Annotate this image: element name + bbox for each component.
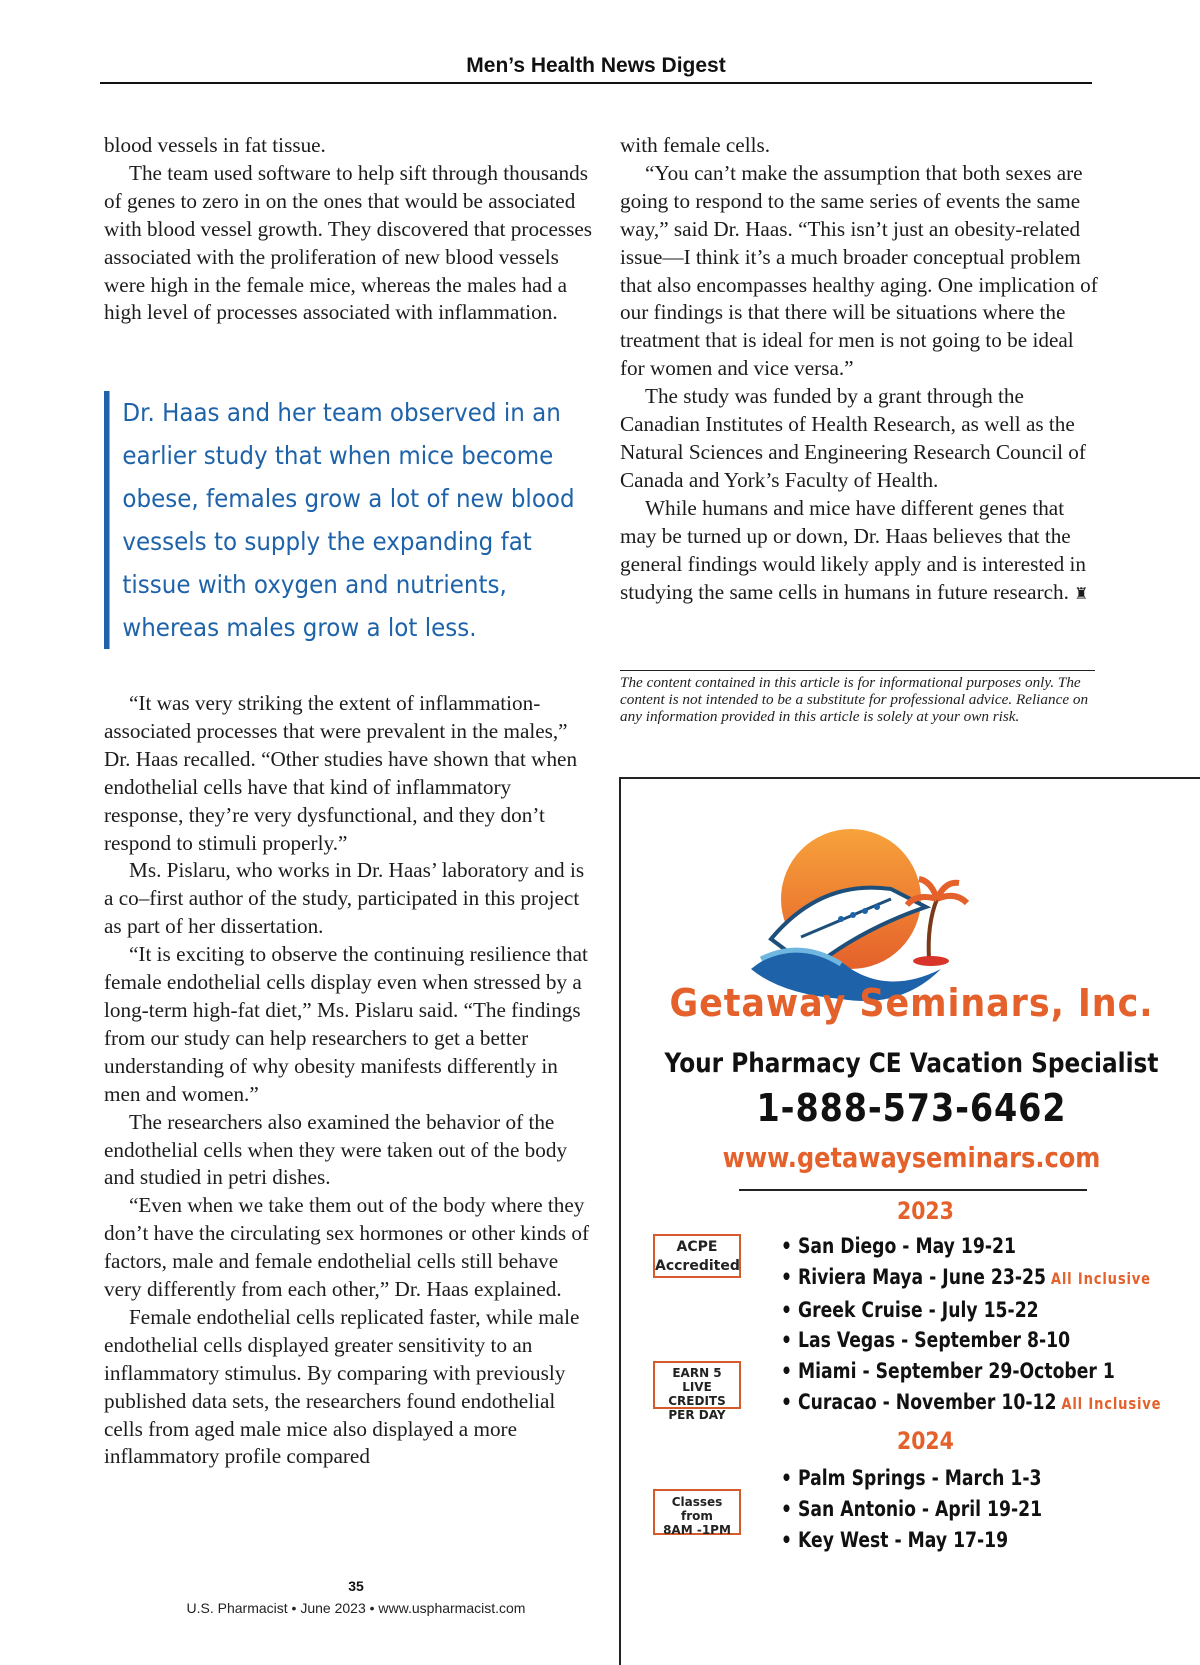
article-paragraph xyxy=(620,495,1100,608)
event-item xyxy=(781,1325,1161,1356)
article-paragraph: “It was very striking the extent of inflammation-associated processes that were prevalent in the males,” Dr. Haas recalled. “Other studies have shown that when endothelial cells have that kind of inflammatory response, they’re very dysfunctional, and they don’t respond to stimuli properly.” xyxy=(104,691,578,855)
ad-events-2023 xyxy=(781,1231,1161,1420)
header-rule xyxy=(100,82,1092,84)
event-text: • San Antonio - April 19-21 xyxy=(781,1496,1043,1521)
pull-quote-line: Dr. Haas and her team observed in an xyxy=(122,398,561,427)
article-paragraph: with female cells. xyxy=(620,133,771,157)
advertisement[interactable] xyxy=(619,777,1200,1665)
event-text: • Curacao - November 10-12 xyxy=(781,1389,1057,1414)
article-paragraph: “Even when we take them out of the body where they don’t have the circulating sex hormones or other kinds of factors, male and female endothelial cells still behave very differently from each other,” Dr. Haas explained. xyxy=(104,1193,590,1302)
event-text: • Miami - September 29-October 1 xyxy=(781,1359,1115,1384)
ad-year-2024: 2024 xyxy=(897,1427,954,1455)
article-paragraph: “It is exciting to observe the continuing resilience that female endothelial cells display even when stressed by a long-term high-fat diet,” Ms. Pislaru said. “The findings from our study can help researchers to get a better understanding of why obesity manifests differently in men and women.” xyxy=(104,942,588,1106)
ad-year-2023: 2023 xyxy=(897,1197,954,1225)
event-item xyxy=(781,1231,1161,1262)
article-column-left-bottom xyxy=(104,690,594,1471)
article-paragraph: Ms. Pislaru, who works in Dr. Haas’ laboratory and is a co–first author of the study, participated in this project as part of her dissertation. xyxy=(104,858,585,939)
article-column-right xyxy=(620,132,1100,607)
event-text: • San Diego - May 19-21 xyxy=(781,1234,1016,1258)
all-inclusive-tag: All Inclusive xyxy=(1061,1393,1162,1413)
pull-quote-line: obese, females grow a lot of new blood xyxy=(122,484,575,513)
event-item xyxy=(781,1463,1042,1494)
badge-text: 8AM -1PM xyxy=(663,1523,731,1537)
event-text: • Key West - May 17-19 xyxy=(781,1527,1009,1552)
event-text: • Greek Cruise - July 15-22 xyxy=(781,1297,1039,1322)
page-number: 35 xyxy=(348,1578,364,1594)
disclaimer-rule xyxy=(620,670,1095,671)
event-item xyxy=(781,1295,1161,1326)
event-item xyxy=(781,1525,1042,1556)
pull-quote-line: tissue with oxygen and nutrients, xyxy=(122,570,507,599)
ad-events-2024 xyxy=(781,1463,1042,1555)
end-mark-icon: ♜ xyxy=(1074,583,1089,603)
article-paragraph: blood vessels in fat tissue. xyxy=(104,133,326,157)
article-paragraph: Female endothelial cells replicated faster, while male endothelial cells displayed greater sensitivity to an inflammatory stimulus. By comparing with previously published data sets, the researchers found endothelial cells from aged male mice also displayed a more inflammatory profile compared xyxy=(104,1304,580,1469)
badge-text: Classes from xyxy=(671,1495,723,1523)
article-column-left-top xyxy=(104,132,594,327)
ad-website-link[interactable]: www.getawayseminars.com xyxy=(722,1141,1101,1174)
event-text: • Riviera Maya - June 23-25 xyxy=(781,1264,1046,1289)
article-paragraph-text: While humans and mice have different genes that may be turned up or down, Dr. Haas believes that the general findings would likely apply and is interested in studying the same cells in humans in future research. xyxy=(620,495,1087,604)
publication-header: Men’s Health News Digest xyxy=(466,54,726,77)
event-item xyxy=(781,1356,1161,1387)
badge-text: EARN 5 xyxy=(672,1366,722,1380)
credits-badge xyxy=(653,1361,741,1422)
pull-quote-line: earlier study that when mice become xyxy=(122,441,554,470)
ad-divider xyxy=(739,1189,1087,1191)
ad-company-name: Getaway Seminars, Inc. xyxy=(669,981,1154,1025)
badge-text: LIVE CREDITS xyxy=(668,1380,726,1408)
badge-text: ACPE xyxy=(676,1239,718,1255)
article-paragraph: The researchers also examined the behavior of the endothelial cells when they were taken out of the body and studied in petri dishes. xyxy=(104,1109,568,1190)
disclaimer: The content contained in this article is for informational purposes only. The content is not intended to be a substitute for professional advice. Reliance on any information provided in this article is solely at your own risk. xyxy=(620,674,1089,725)
event-item xyxy=(781,1494,1042,1525)
event-text: • Palm Springs - March 1-3 xyxy=(781,1466,1042,1490)
ad-tagline: Your Pharmacy CE Vacation Specialist xyxy=(664,1048,1159,1079)
event-item xyxy=(781,1262,1161,1295)
all-inclusive-tag: All Inclusive xyxy=(1050,1268,1151,1288)
acpe-badge xyxy=(653,1234,741,1278)
article-paragraph: “You can’t make the assumption that both sexes are going to respond to the same series of events the same way,” said Dr. Haas. “This isn’t just an obesity-related issue—I think it’s a much broader conceptual problem that also encompasses healthy aging. One implication of our findings is that there will be situations where the treatment that is ideal for men is not going to be ideal for women and vice versa.” xyxy=(620,160,1098,381)
article-paragraph: The team used software to help sift through thousands of genes to zero in on the ones that would be associated with blood vessel growth. They discovered that processes associated with the proliferation of new blood vessels were high in the female mice, whereas the males had a high level of processes associated with inflammation. xyxy=(104,160,592,325)
event-text: • Las Vegas - September 8-10 xyxy=(781,1328,1071,1353)
pull-quote xyxy=(104,391,573,649)
footer-credit: U.S. Pharmacist • June 2023 • www.uspharmacist.com xyxy=(186,1600,526,1616)
ad-phone[interactable]: 1-888-573-6462 xyxy=(756,1086,1067,1130)
pull-quote-line: vessels to supply the expanding fat xyxy=(122,527,532,556)
badge-text: Accredited xyxy=(655,1258,740,1274)
event-item xyxy=(781,1387,1161,1420)
pull-quote-line: whereas males grow a lot less. xyxy=(122,613,477,642)
article-paragraph: The study was funded by a grant through the Canadian Institutes of Health Research, as well as the Natural Sciences and Engineering Research Council of Canada and York’s Faculty of Health. xyxy=(620,384,1086,492)
badge-text: PER DAY xyxy=(668,1408,726,1422)
classes-badge xyxy=(653,1489,741,1535)
